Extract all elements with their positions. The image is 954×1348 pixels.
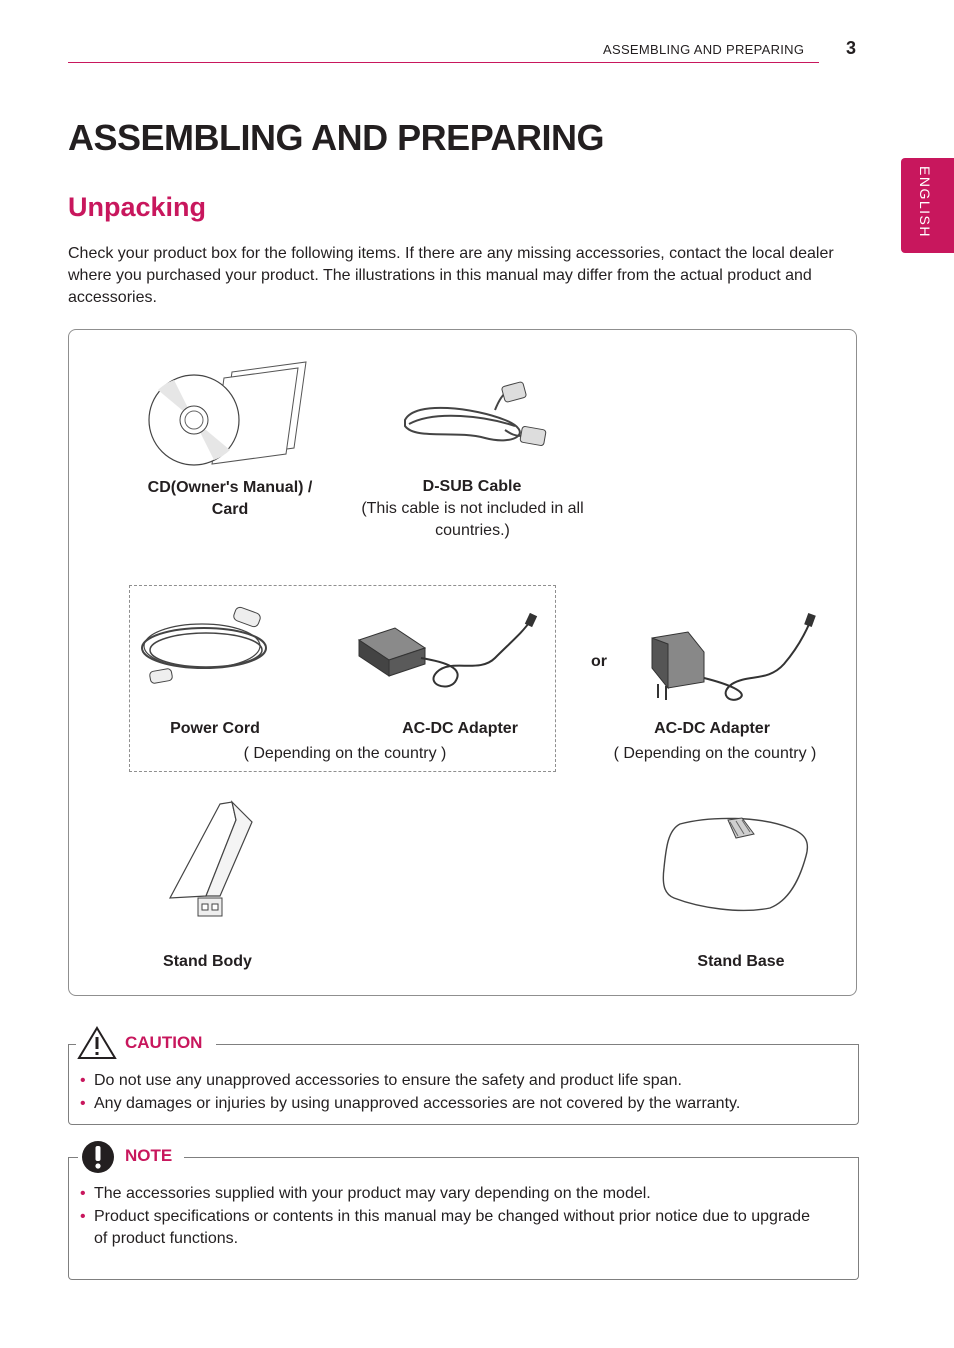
stand-base-illustration xyxy=(660,812,812,914)
adapter-wall-illustration xyxy=(648,612,820,704)
warning-triangle-icon xyxy=(77,1025,117,1061)
note-bullet: • The accessories supplied with your product may vary depending on the model. xyxy=(80,1185,651,1202)
page-number: 3 xyxy=(846,38,857,58)
note-title: NOTE xyxy=(125,1146,173,1165)
adapter-brick-illustration xyxy=(355,612,545,694)
note-bullet-text: Product specifications or contents in this manual may be changed without prior notice due to upgrade xyxy=(94,1208,810,1225)
caution-bullet: • Do not use any unapproved accessories to ensure the safety and product life span. xyxy=(80,1072,682,1089)
group-country-note: ( Depending on the country ) xyxy=(243,745,447,762)
caution-rule-right xyxy=(216,1044,859,1045)
header-rule xyxy=(68,62,819,63)
note-bullet-continuation: of product functions. xyxy=(94,1230,239,1247)
page-title: ASSEMBLING AND PREPARING xyxy=(68,117,605,158)
adapter2-country-note: ( Depending on the country ) xyxy=(613,745,817,762)
cd-label-line2: Card xyxy=(211,501,249,518)
adapter1-label: AC-DC Adapter xyxy=(402,720,518,737)
caution-bullet-text: Any damages or injuries by using unapproved accessories are not covered by the warranty. xyxy=(94,1095,741,1112)
intro-paragraph: Check your product box for the following items. If there are any missing accessories, contact the local dealer where you purchased your product. The illustrations in this manual may differ from the actual product and accessories. xyxy=(68,245,834,306)
note-rule-right xyxy=(184,1157,859,1158)
caution-rule-left xyxy=(68,1044,76,1045)
stand-body-illustration xyxy=(166,800,258,924)
cd-card-illustration xyxy=(148,360,310,470)
dsub-note-line1: (This cable is not included in all xyxy=(361,500,584,517)
stand-base-label: Stand Base xyxy=(697,953,785,970)
dsub-label: D-SUB Cable xyxy=(422,478,522,495)
running-header-title: ASSEMBLING AND PREPARING xyxy=(603,42,805,57)
note-rule-left xyxy=(68,1157,78,1158)
exclamation-circle-icon xyxy=(81,1140,115,1174)
cd-label-line1: CD(Owner's Manual) / xyxy=(147,479,313,496)
dsub-note-line2: countries.) xyxy=(435,522,510,539)
language-tab-label: ENGLISH xyxy=(917,166,933,238)
or-separator: or xyxy=(591,653,607,670)
caution-bullet-text: Do not use any unapproved accessories to ensure the safety and product life span. xyxy=(94,1072,682,1089)
note-bullet-text: The accessories supplied with your product may vary depending on the model. xyxy=(94,1185,651,1202)
stand-body-label: Stand Body xyxy=(163,953,252,970)
power-cord-illustration xyxy=(136,604,276,692)
adapter2-label: AC-DC Adapter xyxy=(654,720,770,737)
dsub-cable-illustration xyxy=(395,380,553,452)
caution-bullet: • Any damages or injuries by using unapproved accessories are not covered by the warranty. xyxy=(80,1095,741,1112)
section-heading: Unpacking xyxy=(68,192,207,222)
power-cord-label: Power Cord xyxy=(170,720,260,737)
note-bullet: • Product specifications or contents in this manual may be changed without prior notice due to upgrade xyxy=(80,1208,810,1225)
language-tab xyxy=(901,158,954,253)
caution-title: CAUTION xyxy=(125,1033,203,1052)
